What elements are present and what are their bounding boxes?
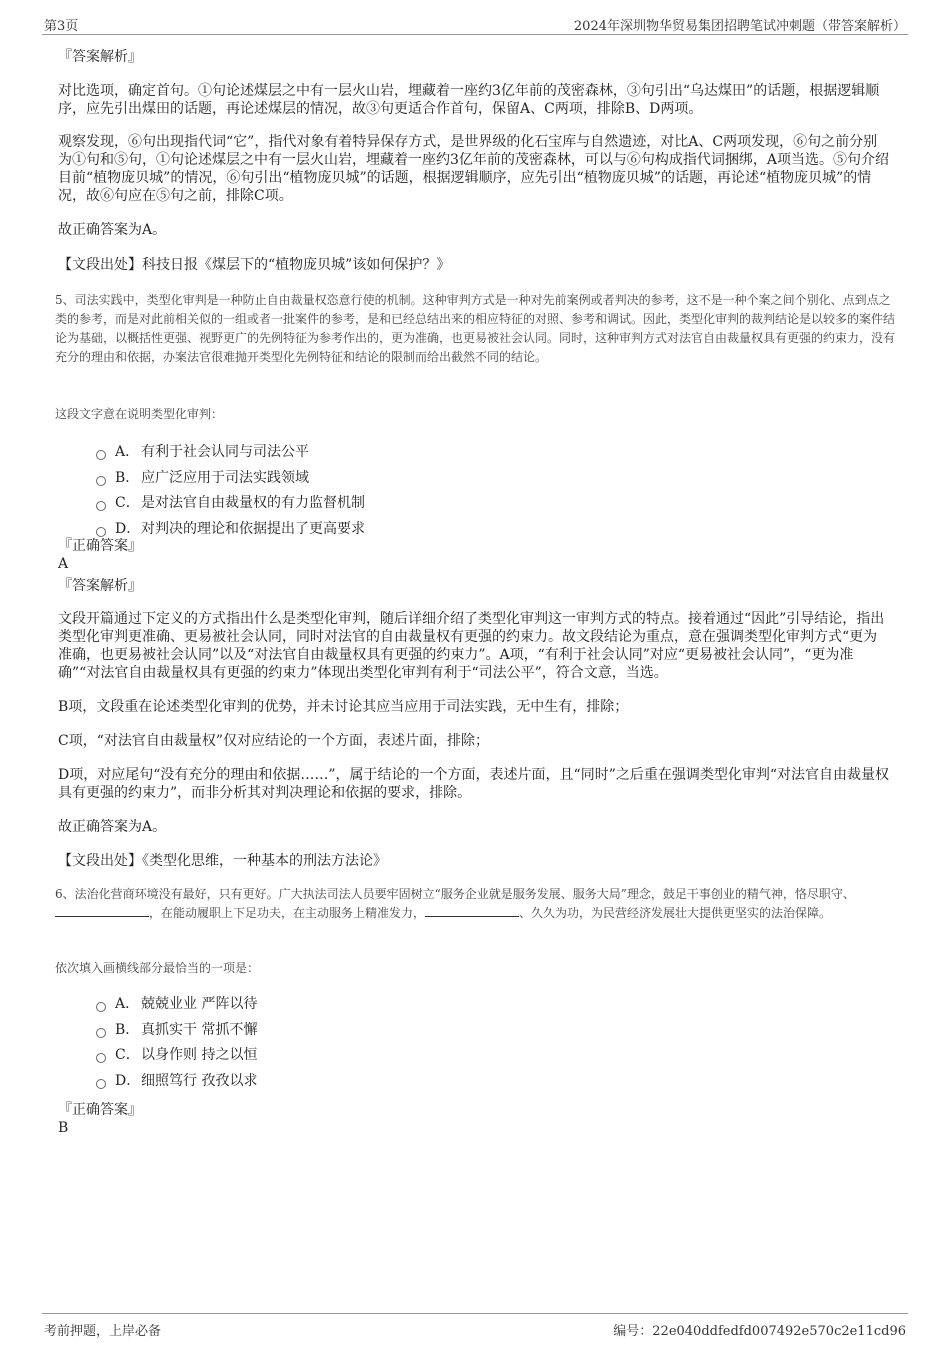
page-number: 第3页 bbox=[44, 19, 79, 34]
option-a[interactable]: A． 有利于社会认同与司法公平 bbox=[96, 443, 309, 461]
analysis-heading: 『答案解析』 bbox=[58, 578, 142, 594]
radio-icon[interactable] bbox=[96, 1028, 106, 1038]
footer-slogan: 考前押题，上岸必备 bbox=[44, 1324, 162, 1339]
analysis-paragraph: 文段开篇通过下定义的方式指出什么是类型化审判，随后详细介绍了类型化审判这一审判方式的特点。接着通过“因此”引导结论，指出类型化审判更准确、更易被社会认同，同时对法官的自由裁量权有更强的约束力。故文段结论为重点，意在强调类型化审判方式“更为准确，也更易被社会认同”以及“对法官自由裁量权具有更强的约束力”。A项，“有利于社会认同”对应“更易被社会认同”，“更为准确”“对法官自由裁量权具有更强的约束力”体现出类型化审判有利于“司法公平”，符合文意，当选。 bbox=[58, 611, 885, 681]
question-stem: 5、司法实践中，类型化审判是一种防止自由裁量权恣意行使的机制。这种审判方式是一种对先前案例或者判决的参考，这不是一种个案之间个别化、点到点之类的参考，而是对此前相关似的一组或者一批案件的参考，是和已经总结出来的相应特征的对照、参考和调试。因此，类型化审判的裁判结论是以较多的案件结论为基础，以概括性更强、视野更广的先例特征为参考作出的，更为准确，也更易被社会认同。同时，这种审判方式对法官自由裁量权具有更强的约束力，没有充分的理由和依据，办案法官很难抛开类型化先例特征和结论的限制而给出截然不同的结论。 bbox=[55, 293, 896, 364]
radio-icon[interactable] bbox=[96, 1079, 106, 1089]
correct-answer: A bbox=[58, 556, 69, 572]
source-citation: 【文段出处】《类型化思维，一种基本的刑法方法论》 bbox=[58, 853, 387, 869]
option-d[interactable]: D．对判决的理论和依据提出了更高要求 bbox=[96, 520, 365, 538]
page-footer bbox=[42, 1313, 908, 1338]
option-b[interactable]: B． 真抓实干 常抓不懈 bbox=[96, 1021, 257, 1039]
option-c[interactable]: C．是对法官自由裁量权的有力监督机制 bbox=[96, 494, 365, 512]
analysis-paragraph: 对比选项，确定首句。①句论述煤层之中有一层火山岩，埋藏着一座约3亿年前的茂密森林，③句引出“乌达煤田”的话题，根据逻辑顺序，应先引出煤田的话题，再论述煤层的情况，故③句更适合作首句，保留A、C两项，排除B、D两项。 bbox=[58, 83, 880, 117]
page-header bbox=[42, 12, 908, 35]
fill-blank bbox=[55, 904, 149, 917]
source-citation: 【文段出处】科技日报《煤层下的“植物庞贝城”该如何保护？》 bbox=[58, 257, 451, 273]
analysis-paragraph: D项，对应尾句“没有充分的理由和依据……”，属于结论的一个方面，表述片面，且“同时”之后重在强调类型化审判“对法官自由裁量权具有更强的约束力”，而非分析其对判决理论和依据的要求，排除。 bbox=[58, 767, 890, 801]
document-title: 2024年深圳物华贸易集团招聘笔试冲刺题（带答案解析） bbox=[573, 19, 906, 34]
option-d[interactable]: D．细照笃行 孜孜以求 bbox=[96, 1072, 257, 1090]
fill-blank bbox=[425, 904, 519, 917]
question-prompt: 这段文字意在说明类型化审判： bbox=[55, 407, 224, 421]
correct-answer: B bbox=[58, 1120, 69, 1136]
radio-icon[interactable] bbox=[96, 450, 106, 460]
document-id: 编号：22e040ddfedfd007492e570c2e11cd96 bbox=[613, 1324, 906, 1339]
radio-icon[interactable] bbox=[96, 476, 106, 486]
analysis-paragraph: 观察发现，⑥句出现指代词“它”，指代对象有着特异保存方式，是世界级的化石宝库与自然遗迹，对比A、C两项发现，⑥句之前分别为①句和⑤句，①句论述煤层之中有一层火山岩，埋藏着一座约3亿年前的茂密森林，可以与⑥句构成指代词捆绑，A项当选。⑤句介绍目前“植物庞贝城”的情况，⑥句引出“植物庞贝城”的话题，根据逻辑顺序，应先引出“植物庞贝城”的话题，再论述“植物庞贝城”的情况，故⑥句应在⑤句之前，排除C项。 bbox=[58, 134, 890, 204]
radio-icon[interactable] bbox=[96, 501, 106, 511]
radio-icon[interactable] bbox=[96, 1002, 106, 1012]
analysis-heading: 『答案解析』 bbox=[58, 49, 142, 65]
option-b[interactable]: B． 应广泛应用于司法实践领域 bbox=[96, 469, 309, 487]
analysis-paragraph: C项，“对法官自由裁量权”仅对应结论的一个方面，表述片面，排除； bbox=[58, 733, 490, 749]
correct-answer-heading: 『正确答案』 bbox=[58, 1102, 142, 1118]
answer-statement: 故正确答案为A。 bbox=[58, 819, 167, 835]
answer-statement: 故正确答案为A。 bbox=[58, 222, 167, 238]
analysis-paragraph: B项，文段重在论述类型化审判的优势，并未讨论其应当应用于司法实践，无中生有，排除； bbox=[58, 699, 629, 715]
correct-answer-heading: 『正确答案』 bbox=[58, 538, 142, 554]
question-prompt: 依次填入画横线部分最恰当的一项是： bbox=[55, 961, 260, 975]
radio-icon[interactable] bbox=[96, 1053, 106, 1063]
option-a[interactable]: A． 兢兢业业 严阵以待 bbox=[96, 995, 257, 1013]
question-stem: 6、法治化营商环境没有最好，只有更好。广大执法司法人员要牢固树立“服务企业就是服务发展、服务大局”理念，鼓足干事创业的精气神，恪尽职守、，在能动履职上下足功夫，在主动服务上精准发力， 、久久为功，为民营经济发展壮大提供更坚实的法治保障。 bbox=[55, 887, 855, 920]
option-c[interactable]: C．以身作则 持之以恒 bbox=[96, 1046, 257, 1064]
radio-icon[interactable] bbox=[96, 527, 106, 537]
